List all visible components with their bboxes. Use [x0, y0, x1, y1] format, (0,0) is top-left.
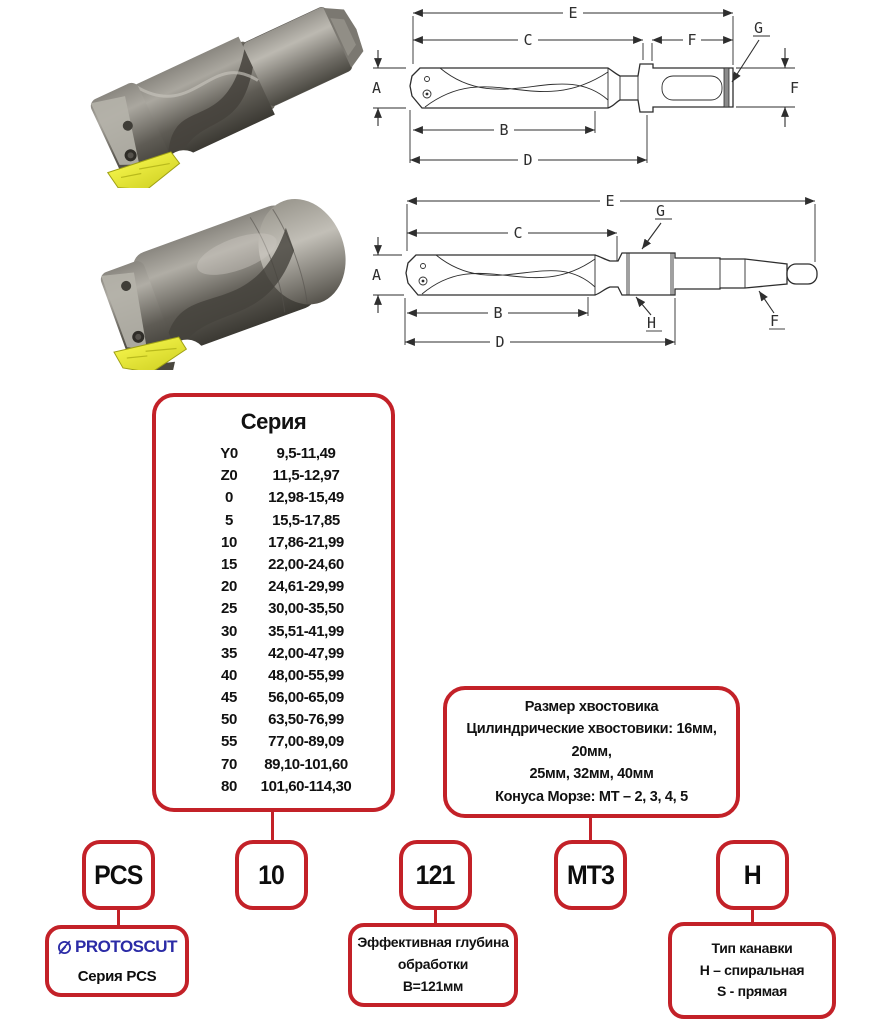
series-range: 56,00-65,09 — [268, 689, 344, 707]
series-code: 0 — [225, 489, 233, 507]
drill-render-morse-taper — [70, 188, 390, 370]
code-box-diameter — [235, 840, 308, 910]
dim-label-H2: H — [647, 314, 657, 332]
dim-label-A2: A — [372, 266, 382, 284]
series-code: 70 — [221, 755, 237, 773]
series-row — [156, 445, 391, 467]
protoscut-logo-icon — [57, 940, 72, 955]
depth-legend-box — [348, 923, 518, 1007]
series-range: 17,86-21,99 — [268, 533, 344, 551]
dim-label-F2: F — [770, 312, 780, 330]
dim-label-B2: B — [493, 304, 503, 322]
series-range: 35,51-41,99 — [268, 622, 344, 640]
series-row — [156, 689, 391, 711]
series-code: 15 — [221, 555, 237, 573]
series-row — [156, 556, 391, 578]
series-row — [156, 733, 391, 755]
series-code: 10 — [221, 533, 237, 551]
series-code: Z0 — [220, 467, 238, 485]
depth-legend-line: B=121мм — [402, 977, 464, 994]
dim-label-A1: A — [372, 79, 382, 97]
code-box-flute — [716, 840, 789, 910]
dim-label-C1: C — [523, 31, 533, 49]
series-row — [156, 534, 391, 556]
series-row — [156, 645, 391, 667]
code-depth-value: 121 — [416, 859, 455, 890]
dim-label-Fdia: F — [790, 79, 800, 97]
depth-legend-line: Эффективная глубина — [357, 934, 509, 951]
series-table-box — [152, 393, 395, 812]
series-range: 15,5-17,85 — [272, 511, 340, 529]
series-code: 20 — [221, 578, 237, 596]
dim-label-B1: B — [499, 121, 509, 139]
series-code: 5 — [225, 511, 233, 529]
brand-name: PROTOSCUT — [75, 937, 177, 957]
series-row — [156, 667, 391, 689]
series-range: 48,00-55,99 — [268, 666, 344, 684]
shank-size-title: Размер хвостовика — [524, 698, 659, 715]
series-code: 30 — [221, 622, 237, 640]
connector-pcs-to-brand — [117, 908, 120, 925]
dim-label-E2: E — [605, 192, 615, 210]
dim-label-G2: G — [656, 202, 666, 220]
shank-size-line: Цилиндрические хвостовики: 16мм, 20мм, — [466, 721, 717, 760]
shank-size-box — [443, 686, 740, 818]
series-range: 42,00-47,99 — [268, 644, 344, 662]
connector-121-to-depth — [434, 908, 437, 923]
connector-shank-to-mt3 — [589, 816, 592, 840]
dim-label-G1: G — [754, 19, 764, 37]
code-box-depth — [399, 840, 472, 910]
series-range: 101,60-114,30 — [260, 777, 352, 795]
series-row — [156, 756, 391, 778]
flute-legend-title: Тип канавки — [711, 939, 793, 956]
series-row — [156, 512, 391, 534]
series-row — [156, 489, 391, 511]
series-code: 50 — [221, 711, 237, 729]
flute-legend-box — [668, 922, 836, 1019]
series-code: 55 — [221, 733, 237, 751]
code-diameter-value: 10 — [258, 859, 285, 890]
code-box-shank — [554, 840, 627, 910]
series-row — [156, 600, 391, 622]
series-code: 80 — [221, 777, 237, 795]
code-shank-value: MT3 — [567, 859, 614, 890]
dimension-drawing-cylindrical — [370, 0, 876, 185]
dim-label-C2: C — [513, 224, 523, 242]
series-row — [156, 623, 391, 645]
depth-legend-line: обработки — [397, 956, 469, 973]
series-range: 12,98-15,49 — [268, 489, 344, 507]
series-range: 89,10-101,60 — [264, 755, 348, 773]
connector-series-to-diameter — [271, 810, 274, 840]
brand-caption: Серия PCS — [77, 967, 157, 985]
series-range: 30,00-35,50 — [268, 600, 344, 618]
series-range: 24,61-29,99 — [268, 578, 344, 596]
connector-h-to-flute — [751, 908, 754, 922]
series-code: 35 — [221, 644, 237, 662]
series-code: 45 — [221, 689, 237, 707]
dim-label-Flen: F — [687, 31, 697, 49]
series-code: 40 — [221, 666, 237, 684]
series-code: Y0 — [220, 445, 238, 462]
code-box-series — [82, 840, 155, 910]
code-series-value: PCS — [94, 859, 143, 890]
flute-legend-line: S - прямая — [717, 983, 787, 1000]
dimension-drawing-morse — [370, 185, 876, 370]
series-row — [156, 711, 391, 733]
code-flute-value: H — [743, 859, 762, 890]
series-row — [156, 467, 391, 489]
series-range: 9,5-11,49 — [276, 445, 336, 462]
series-table-rows — [156, 445, 391, 800]
drill-render-cylindrical — [55, 2, 375, 188]
shank-size-line: Конуса Морзе: МТ – 2, 3, 4, 5 — [495, 788, 688, 805]
flute-legend-line: H – спиральная — [699, 961, 805, 978]
series-range: 22,00-24,60 — [268, 555, 344, 573]
series-range: 77,00-89,09 — [268, 733, 344, 751]
series-row — [156, 578, 391, 600]
dim-label-E1: E — [568, 4, 578, 22]
dim-label-D2: D — [495, 333, 505, 351]
shank-size-line: 25мм, 32мм, 40мм — [529, 766, 654, 783]
series-row — [156, 778, 391, 800]
series-code: 25 — [221, 600, 237, 618]
series-range: 11,5-12,97 — [272, 467, 340, 485]
series-table-title: Серия — [240, 409, 307, 434]
series-range: 63,50-76,99 — [268, 711, 344, 729]
brand-series-box — [45, 925, 189, 997]
dim-label-D1: D — [523, 151, 533, 169]
